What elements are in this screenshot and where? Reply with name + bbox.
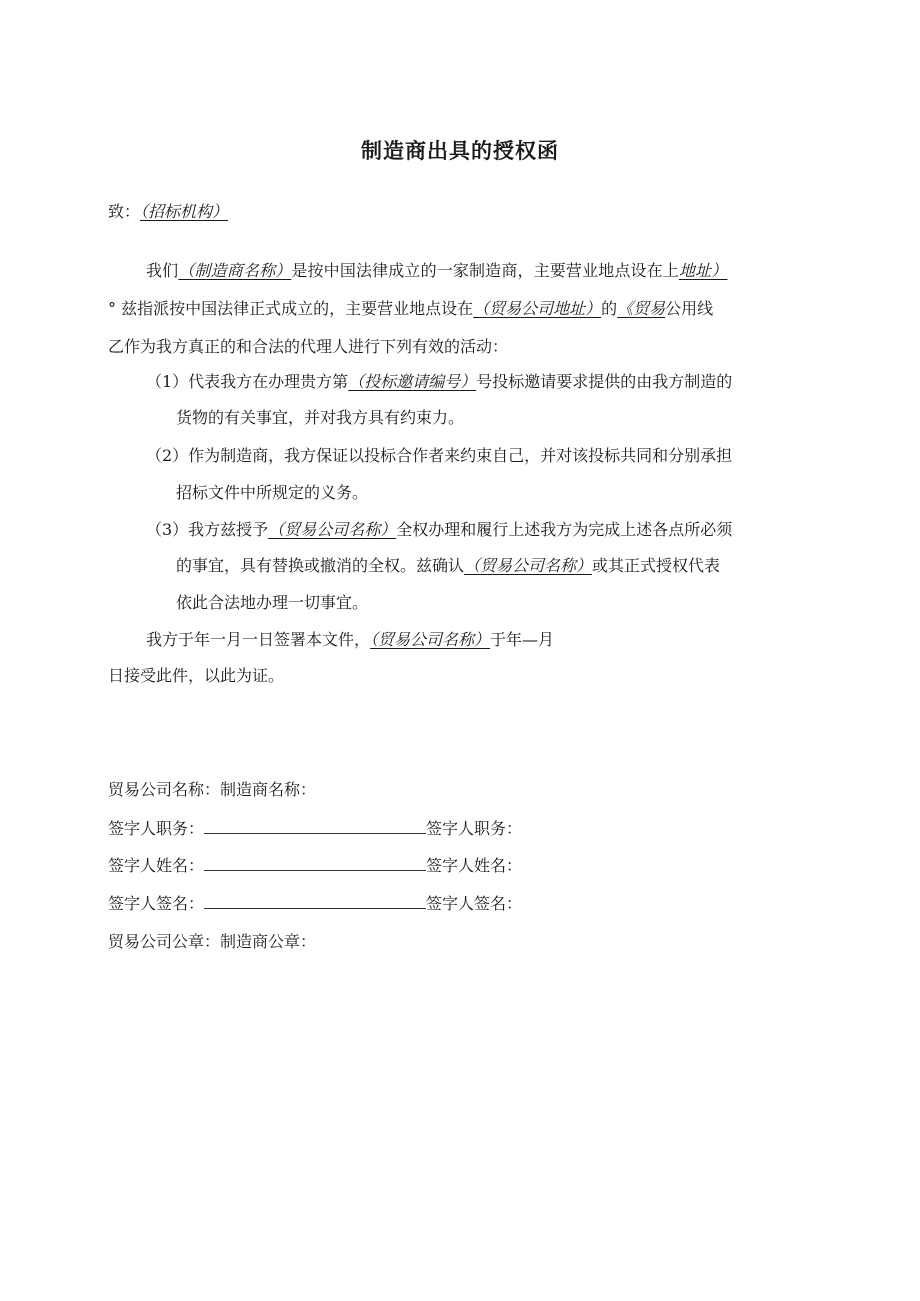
placeholder-agency: （招标机构） bbox=[140, 202, 229, 221]
signer-name-label: 签字人姓名： bbox=[108, 856, 205, 875]
item-3-line-2 bbox=[176, 556, 720, 576]
text: 我方于年一月一日签署本文件， bbox=[146, 630, 371, 649]
paragraph-1-line-3: 乙作为我方真正的和合法的代理人进行下列有效的活动： bbox=[108, 337, 509, 356]
signer-title-blank bbox=[204, 819, 426, 834]
paragraph-1-line-1 bbox=[146, 261, 727, 281]
text: 于年—月 bbox=[490, 630, 555, 649]
text: （1）代表我方在办理贵方第 bbox=[146, 372, 349, 391]
addressee-prefix: 致： bbox=[108, 202, 141, 221]
closing-line-1 bbox=[146, 630, 554, 650]
placeholder-trading-company-name: （贸易公司名称） bbox=[268, 520, 397, 539]
placeholder-trading-company-name: （贸易公司名称） bbox=[464, 556, 593, 575]
placeholder-trading-company: 《贸易 bbox=[617, 299, 666, 318]
signer-signature-blank bbox=[204, 894, 426, 909]
addressee-line bbox=[108, 202, 228, 222]
signer-name-blank bbox=[204, 856, 426, 871]
item-2-line-2: 招标文件中所规定的义务。 bbox=[176, 483, 369, 502]
company-seals-line: 贸易公司公章：制造商公章： bbox=[108, 932, 317, 951]
text: 我们 bbox=[146, 261, 179, 280]
text: 号投标邀请要求提供的由我方制造的 bbox=[476, 372, 733, 391]
placeholder-manufacturer-name: （制造商名称） bbox=[178, 261, 292, 280]
text: 全权办理和履行上述我方为完成上述各点所必须 bbox=[396, 520, 733, 539]
text: 是按中国法律成立的一家制造商，主要营业地点设在上 bbox=[291, 261, 679, 280]
item-3-line-1 bbox=[146, 520, 732, 540]
signer-title-label: 签字人职务： bbox=[426, 819, 523, 838]
signer-signature-line bbox=[108, 894, 522, 914]
signer-title-line bbox=[108, 819, 522, 839]
company-names-line: 贸易公司名称：制造商名称： bbox=[108, 780, 317, 799]
text: （3）我方兹授予 bbox=[146, 520, 269, 539]
placeholder-address: 地址） bbox=[678, 261, 728, 280]
placeholder-trading-company-address: （贸易公司地址） bbox=[473, 299, 602, 318]
placeholder-trading-company-name: （贸易公司名称） bbox=[370, 630, 491, 649]
item-1-line-1 bbox=[146, 372, 732, 392]
document-title: 制造商出具的授权函 bbox=[361, 139, 559, 163]
item-3-line-3: 依此合法地办理一切事宜。 bbox=[176, 593, 369, 612]
text: 的事宜，具有替换或撤消的全权。兹确认 bbox=[176, 556, 465, 575]
text: ° 兹指派按中国法律正式成立的，主要营业地点设在 bbox=[108, 299, 474, 318]
signer-title-label: 签字人职务： bbox=[108, 819, 205, 838]
closing-line-2: 日接受此件，以此为证。 bbox=[108, 666, 285, 685]
item-1-line-2: 货物的有关事宜，并对我方具有约束力。 bbox=[176, 408, 465, 427]
signer-name-label: 签字人姓名： bbox=[426, 856, 523, 875]
signer-signature-label: 签字人签名： bbox=[426, 894, 523, 913]
text: 的 bbox=[601, 299, 618, 318]
signer-signature-label: 签字人签名： bbox=[108, 894, 205, 913]
paragraph-1-line-2 bbox=[108, 299, 713, 319]
placeholder-invitation-number: （投标邀请编号） bbox=[348, 372, 477, 391]
text: 公用线 bbox=[665, 299, 714, 318]
signer-name-line bbox=[108, 856, 522, 876]
text: 或其正式授权代表 bbox=[592, 556, 721, 575]
item-2-line-1: （2）作为制造商，我方保证以投标合作者来约束自己，并对该投标共同和分别承担 bbox=[146, 446, 733, 465]
